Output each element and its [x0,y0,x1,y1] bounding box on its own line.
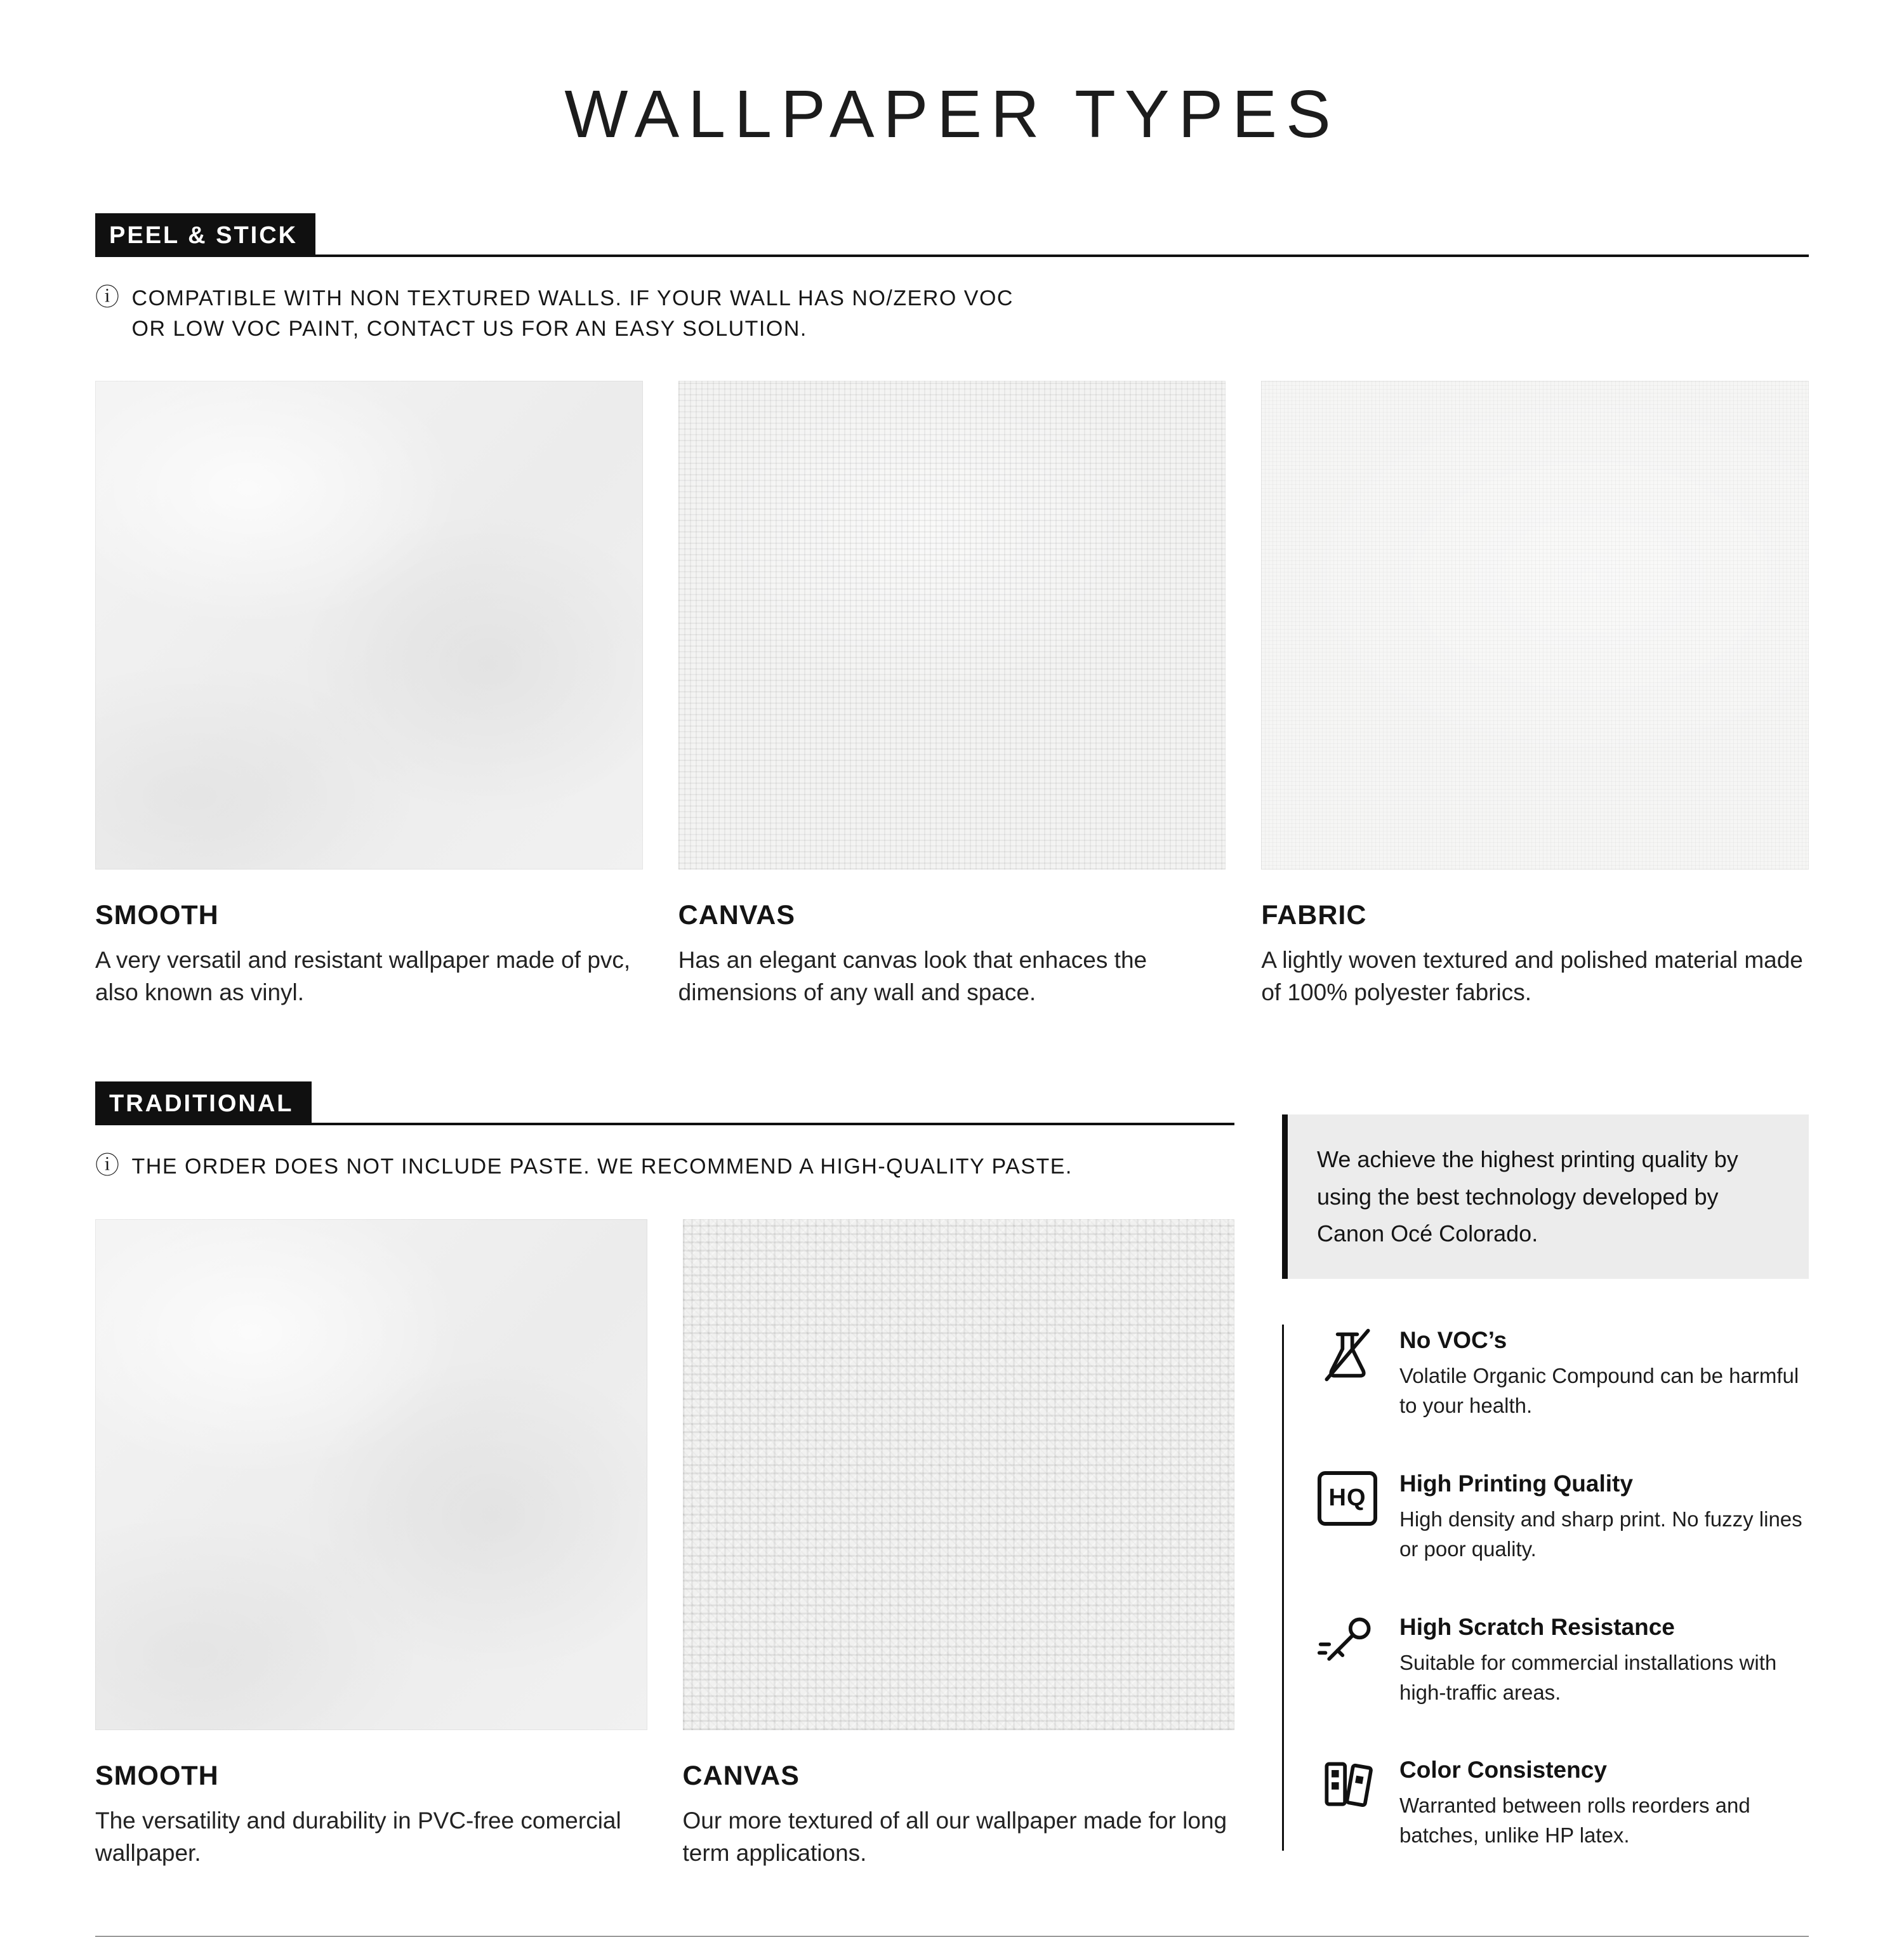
feature-no-vocs [1317,1325,1809,1421]
canvas-texture-image [678,381,1226,869]
section-header-peel-stick [95,213,1809,257]
hq-badge: HQ [1318,1471,1377,1526]
peel-stick-note [95,284,1809,344]
canvas-texture-image [683,1219,1235,1730]
section-rule [315,255,1809,257]
feature-title: High Scratch Resistance [1399,1613,1675,1640]
bottom-region [95,1081,1809,1869]
swatch-card-canvas [678,381,1226,1008]
feature-description: Warranted between rolls reorders and batches, unlike HP latex. [1399,1794,1750,1848]
swatch-name: SMOOTH [95,1760,219,1791]
swatch-description: A very versatil and resistant wallpaper made of pvc, also known as vinyl. [95,947,631,1006]
section-header-traditional [95,1081,1234,1125]
section-label-traditional: TRADITIONAL [95,1081,312,1125]
traditional-note-text: THE ORDER DOES NOT INCLUDE PASTE. WE RECOMMEND A HIGH-QUALITY PASTE. [131,1154,1073,1179]
traditional-note [95,1152,1234,1182]
swatch-name: FABRIC [1261,900,1367,931]
swatch-description: Our more textured of all our wallpaper made for long term applications. [682,1807,1227,1866]
feature-high-printing-quality [1317,1468,1809,1564]
swatch-description: The versatility and durability in PVC-free comercial wallpaper. [95,1807,621,1866]
no-voc-icon [1317,1325,1378,1385]
hq-icon [1317,1468,1378,1529]
peel-stick-note-text: COMPATIBLE WITH NON TEXTURED WALLS. IF YOUR WALL HAS NO/ZERO VOC OR LOW VOC PAINT, CONTACT US FOR AN EASY SOLUTION. [131,286,1014,341]
color-swatch-icon [1317,1754,1378,1815]
swatch-card-canvas [683,1219,1235,1869]
printing-quality-callout: We achieve the highest printing quality by using the best technology developed by Canon Océ Colorado. [1282,1114,1809,1279]
swatch-card-smooth [95,1219,647,1869]
swatch-name: CANVAS [682,1760,800,1791]
feature-description: Suitable for commercial installations with high-traffic areas. [1399,1650,1777,1704]
swatch-name: SMOOTH [95,900,219,931]
feature-title: No VOC’s [1399,1327,1507,1354]
scratch-icon [1317,1611,1378,1672]
feature-list [1282,1325,1809,1851]
quality-column [1282,1081,1809,1869]
feature-title: Color Consistency [1399,1757,1607,1783]
swatch-name: CANVAS [678,900,796,931]
info-icon: ⓘ [95,284,121,311]
page-title: WALLPAPER TYPES [564,77,1340,152]
feature-text [1399,1754,1806,1851]
traditional-section [95,1081,1234,1869]
feature-title: High Printing Quality [1399,1470,1633,1497]
section-label-peel-stick: PEEL & STICK [95,213,315,257]
swatch-description: A lightly woven textured and polished material made of 100% polyester fabrics. [1261,947,1803,1006]
peel-stick-swatch-grid [95,381,1809,1008]
swatch-card-fabric [1261,381,1809,1008]
swatch-description: Has an elegant canvas look that enhaces the dimensions of any wall and space. [678,947,1147,1006]
section-rule [312,1123,1234,1125]
feature-text [1399,1325,1806,1421]
feature-text [1399,1468,1806,1564]
feature-high-scratch-resistance [1317,1611,1809,1708]
feature-text [1399,1611,1806,1708]
smooth-texture-image [95,381,643,869]
fabric-texture-image [1261,381,1809,869]
feature-color-consistency [1317,1754,1809,1851]
feature-description: High density and sharp print. No fuzzy lines or poor quality. [1399,1507,1802,1561]
traditional-swatch-grid [95,1219,1234,1869]
smooth-texture-image [95,1219,647,1730]
info-icon: ⓘ [95,1153,121,1180]
swatch-card-smooth [95,381,643,1008]
feature-description: Volatile Organic Compound can be harmful to your health. [1399,1364,1799,1418]
